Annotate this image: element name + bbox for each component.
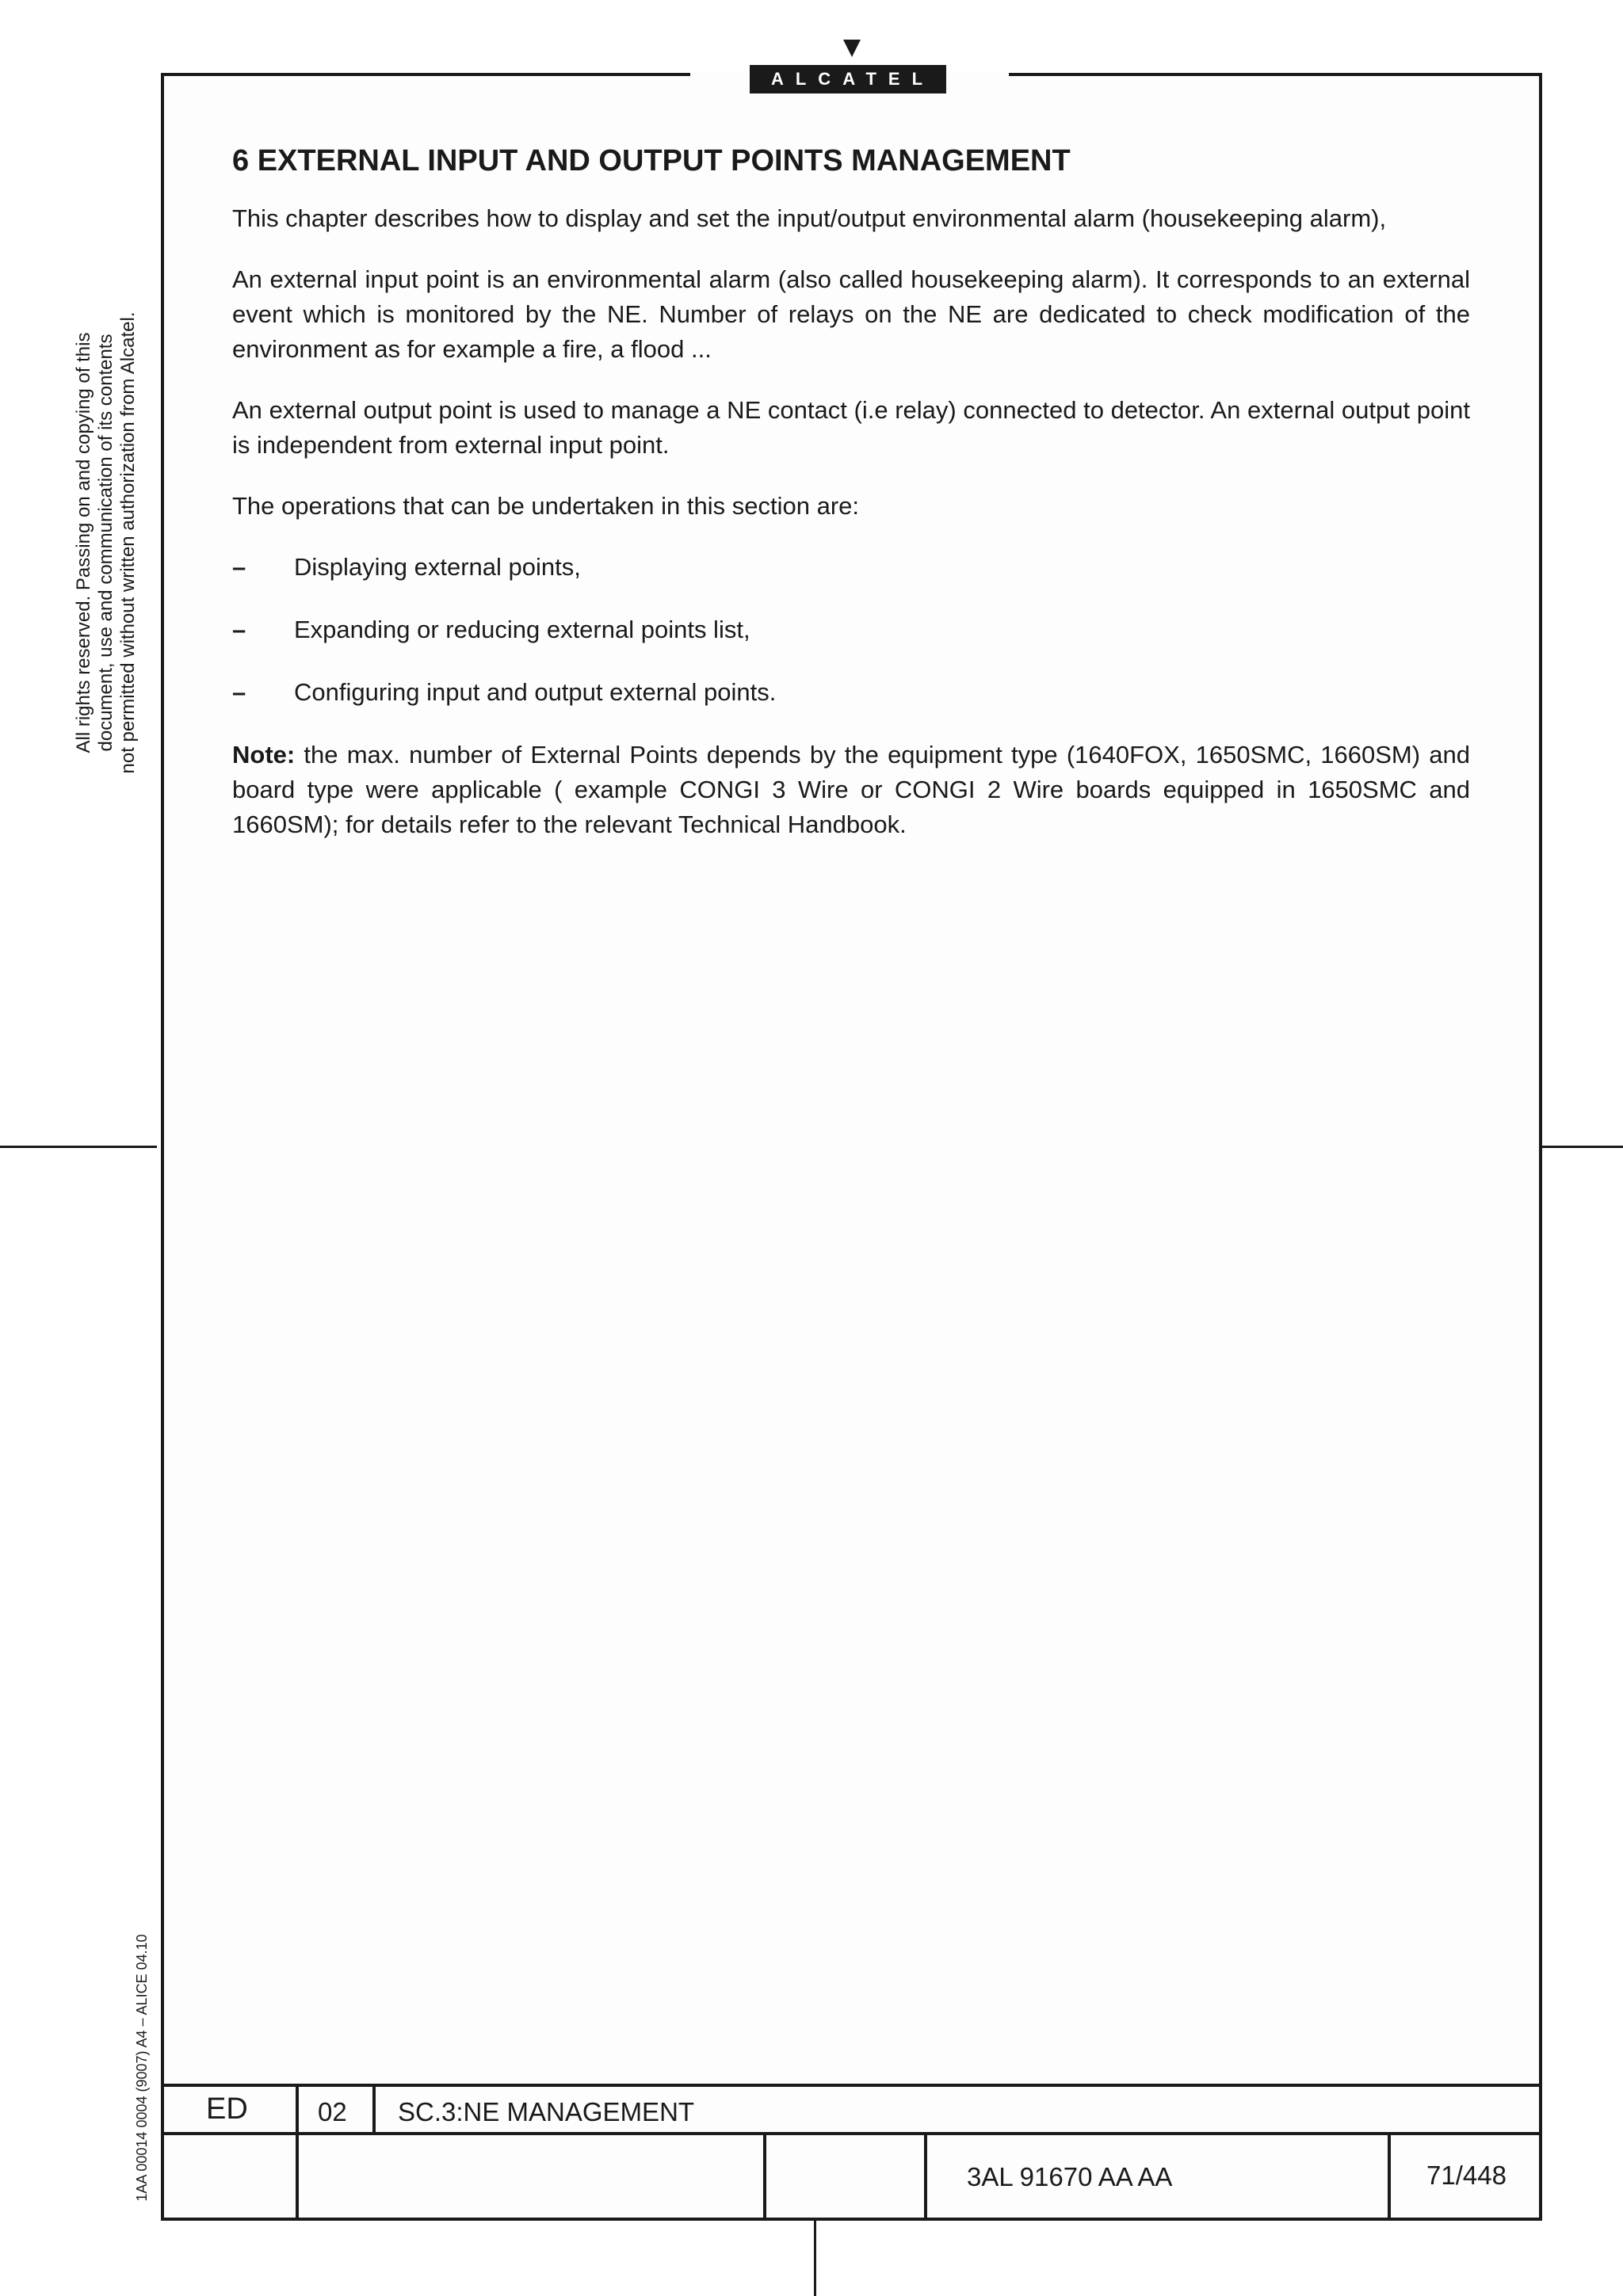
alcatel-logo: [750, 40, 946, 95]
logo-triangle-icon: [843, 40, 861, 57]
footer-line-top: [161, 2084, 1542, 2087]
note-label: Note:: [232, 741, 296, 769]
frame-top-line-left: [161, 73, 690, 76]
note-text: the max. number of External Points depends by the equipment type (1640FOX, 1650SMC, 1660SM) and board type were applicable ( example CONGI 3 Wire or CONGI 2 Wire boards equipped in 1650SMC and 1660SM); for details refer to the relevant Technical Handbook.: [232, 741, 1470, 838]
paragraph-output-point: An external output point is used to manage a NE contact (i.e relay) connected to detector. An external output point is independent from external input point.: [232, 396, 1470, 459]
footer-table: [161, 2084, 1542, 2221]
footer-divider: [372, 2084, 376, 2132]
edition-label: ED: [206, 2092, 248, 2126]
footer-divider: [924, 2132, 927, 2221]
rights-line-3: not permitted without written authorization from Alcatel.: [117, 311, 139, 774]
list-item: [232, 612, 1470, 647]
footer-divider: [1388, 2132, 1391, 2221]
logo-text: ALCATEL: [750, 65, 946, 93]
fold-mark-bottom: [814, 2221, 816, 2296]
bullet-text: Configuring input and output external points.: [294, 678, 777, 706]
bullet-dash: –: [232, 616, 246, 643]
frame-top-line-right: [1009, 73, 1542, 76]
bullet-text: Expanding or reducing external points list,: [294, 616, 750, 643]
rights-line-1: All rights reserved. Passing on and copying of this: [73, 332, 94, 753]
form-code-text: 1AA 00014 0004 (9007) A4 – ALICE 04.10: [134, 1934, 150, 2202]
footer-line-middle: [161, 2132, 1542, 2135]
document-code: 3AL 91670 AA AA: [967, 2162, 1173, 2191]
list-item: [232, 550, 1470, 585]
bullet-dash: –: [232, 553, 246, 581]
section-title: SC.3:NE MANAGEMENT: [398, 2097, 695, 2126]
rights-line-2: document, use and communication of its contents: [95, 334, 116, 752]
fold-mark-left: [0, 1146, 157, 1148]
paragraph-input-point: An external input point is an environmental alarm (also called housekeeping alarm). It corresponds to an external event which is monitored by the NE. Number of relays on the NE are dedicated to check modification of the environment as for example a fire, a flood ...: [232, 265, 1470, 363]
page-number: 71/448: [1426, 2161, 1507, 2190]
footer-divider: [296, 2084, 299, 2221]
footer-divider: [763, 2132, 766, 2221]
paragraph-operations: The operations that can be undertaken in this section are:: [232, 492, 859, 520]
fold-mark-right: [1542, 1146, 1623, 1148]
bullet-text: Displaying external points,: [294, 553, 581, 581]
list-item: [232, 675, 1470, 710]
paragraph-intro: This chapter describes how to display and set the input/output environmental alarm (housekeeping alarm),: [232, 204, 1387, 232]
edition-number: 02: [318, 2097, 347, 2126]
paragraph-note: [232, 738, 1470, 842]
chapter-heading: 6 EXTERNAL INPUT AND OUTPUT POINTS MANAGEMENT: [232, 144, 1071, 177]
bullet-dash: –: [232, 678, 246, 706]
main-content: [232, 143, 1470, 868]
